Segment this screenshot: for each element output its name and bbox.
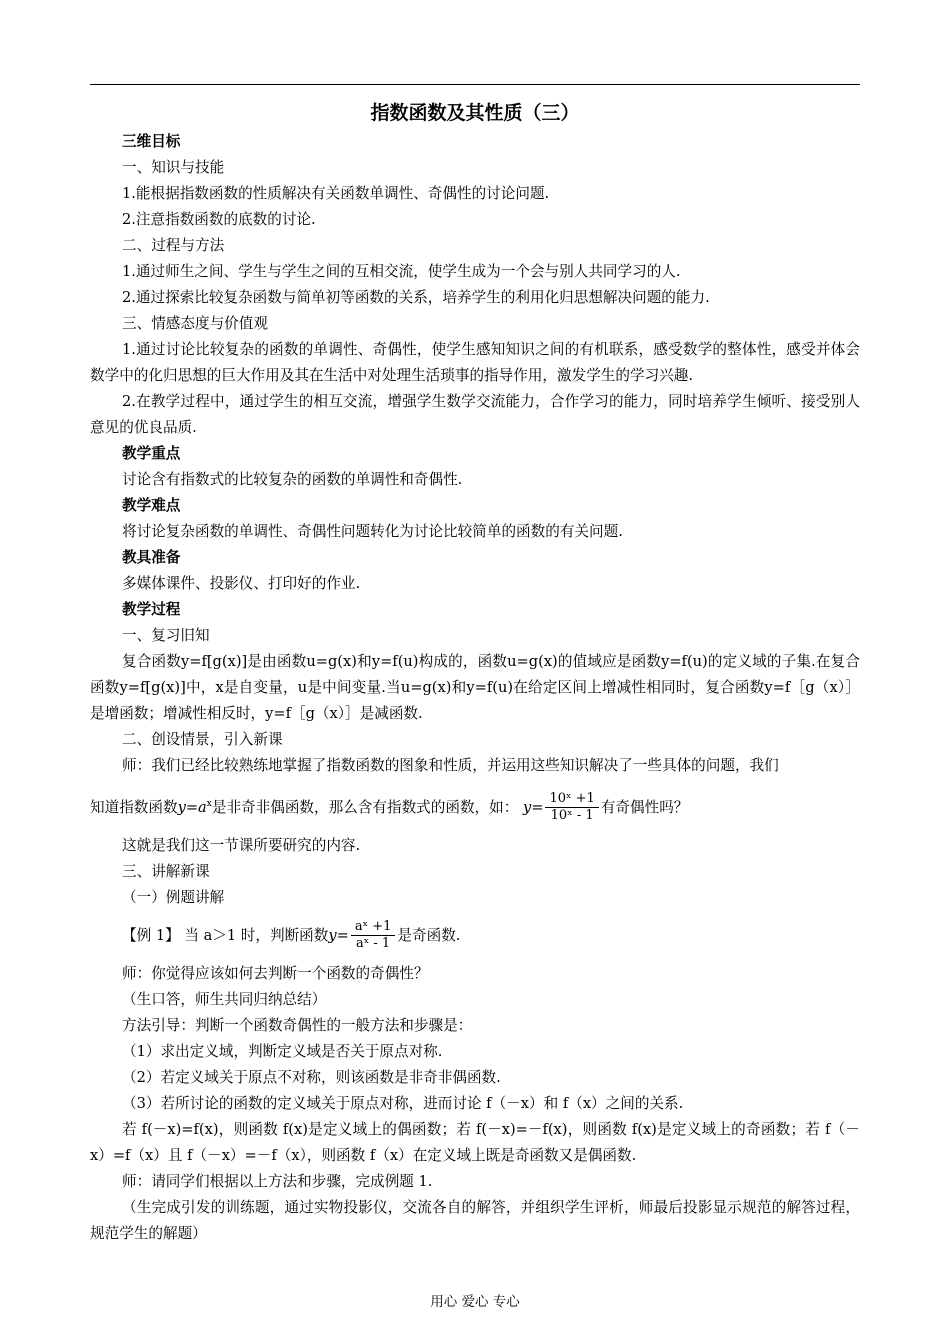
section-heading: 三维目标 — [122, 133, 181, 150]
text-line: （生完成引发的训练题，通过实物投影仪，交流各自的解答，并组织学生评析，师最后投影显示规范的解答过程，规范学生的解题） — [90, 1198, 860, 1242]
intro-y: y= — [522, 798, 544, 816]
text-line: 三、情感态度与价值观 — [122, 315, 268, 332]
text-line: 将讨论复杂函数的单调性、奇偶性问题转化为讨论比较简单的函数的有关问题. — [122, 523, 623, 540]
example-1-post: 是奇函数. — [397, 926, 461, 944]
intro-fraction — [545, 791, 598, 824]
text-line: 二、创设情景，引入新课 — [122, 731, 283, 748]
text-line: 讨论含有指数式的比较复杂的函数的单调性和奇偶性. — [122, 471, 463, 488]
text-line: 师：我们已经比较熟练地掌握了指数函数的图象和性质，并运用这些知识解决了一些具体的问题，我们 — [122, 757, 779, 774]
text-line: 二、过程与方法 — [122, 237, 225, 254]
section-goals — [90, 129, 860, 779]
section-heading: 教学难点 — [122, 497, 181, 514]
document-body — [90, 98, 860, 1247]
text-line: 1.通过讨论比较复杂的函数的单调性、奇偶性，使学生感知知识之间的有机联系，感受数学的整体性，感受并体会数学中的化归思想的巨大作用及其在生活中对处理生活琐事的指导作用，激发学生的学习兴趣. — [90, 341, 860, 384]
text-line: 多媒体课件、投影仪、打印好的作业. — [122, 575, 361, 592]
text-line: （3）若所讨论的函数的定义域关于原点对称，进而讨论 f（－x）和 f（x）之间的关系. — [122, 1094, 684, 1112]
section-heading: 教学过程 — [122, 601, 181, 618]
text-line: 1.能根据指数函数的性质解决有关函数单调性、奇偶性的讨论问题. — [122, 185, 550, 202]
intro-fn: y=a — [177, 798, 207, 816]
section-method — [90, 961, 860, 1247]
intro-exp: x — [206, 799, 212, 809]
intro-numerator: 10ˣ +1 — [545, 791, 598, 808]
text-line: （2）若定义域关于原点不对称，则该函数是非奇非偶函数. — [122, 1068, 501, 1086]
text-line: 一、复习旧知 — [122, 627, 210, 644]
example-1-pre: 【例 1】 当 a＞1 时，判断函数 — [122, 926, 329, 944]
text-line: 2.在教学过程中，通过学生的相互交流，增强学生数学交流能力，合作学习的能力，同时培养学生倾听、接受别人意见的优良品质. — [90, 393, 860, 436]
text-line: 1.通过师生之间、学生与学生之间的互相交流，使学生成为一个会与别人共同学习的人. — [122, 263, 681, 280]
example-1-numerator: aˣ +1 — [351, 919, 396, 936]
page-footer: 用心 爱心 专心 — [430, 1294, 520, 1310]
text-line: 2.通过探索比较复杂函数与简单初等函数的关系，培养学生的利用化归思想解决问题的能力. — [122, 289, 710, 306]
text-line: 这就是我们这一节课所要研究的内容. — [122, 836, 361, 854]
text-line: 若 f(－x)=f(x)，则函数 f(x)是定义域上的偶函数；若 f(－x)=－f(x)，则函数 f(x)是定义域上的奇函数；若 f（－x）=f（x）且 f（－x）=－f（x），则函数 f（x）在定义域上既是奇函数又是偶函数. — [90, 1120, 860, 1164]
example-1 — [90, 911, 860, 961]
example-1-denominator: aˣ - 1 — [356, 936, 391, 952]
text-line: 复合函数y=f[g(x)]是由函数u=g(x)和y=f(u)构成的，函数u=g(x)的值域应是函数y=f(u)的定义域的子集.在复合函数y=f[g(x)]中，x是自变量，u是中间变量.当u=g(x)和y=f(u)在给定区间上增减性相同时，复合函数y=f［g（x）］是增函数；增减性相反时，y=f［g（x）］是减函数. — [90, 653, 860, 722]
text-line: 一、知识与技能 — [122, 159, 225, 176]
page-title: 指数函数及其性质（三） — [370, 102, 580, 124]
example-1-y: y= — [328, 926, 349, 944]
intro-mid: 是非奇非偶函数，那么含有指数式的函数，如： — [211, 798, 519, 816]
text-line: （一）例题讲解 — [122, 888, 225, 906]
section-heading: 教具准备 — [122, 549, 181, 566]
section-heading: 教学重点 — [122, 445, 181, 462]
example-1-fraction — [351, 919, 396, 952]
text-line: 方法引导：判断一个函数奇偶性的一般方法和步骤是： — [122, 1016, 473, 1034]
text-line: 师：请同学们根据以上方法和步骤，完成例题 1. — [122, 1172, 433, 1190]
intro-pre: 知道指数函数 — [90, 798, 178, 816]
text-line: （1）求出定义域，判断定义域是否关于原点对称. — [122, 1042, 443, 1060]
section-new-lesson — [90, 833, 860, 911]
text-line: 2.注意指数函数的底数的讨论. — [122, 211, 316, 228]
intro-line — [90, 779, 860, 833]
intro-denominator: 10ˣ - 1 — [550, 808, 594, 824]
header-rule — [90, 84, 860, 85]
intro-post: 有奇偶性吗？ — [600, 798, 689, 816]
text-line: 师：你觉得应该如何去判断一个函数的奇偶性？ — [122, 964, 429, 982]
text-line: （生口答，师生共同归纳总结） — [122, 990, 327, 1008]
text-line: 三、讲解新课 — [122, 862, 210, 880]
